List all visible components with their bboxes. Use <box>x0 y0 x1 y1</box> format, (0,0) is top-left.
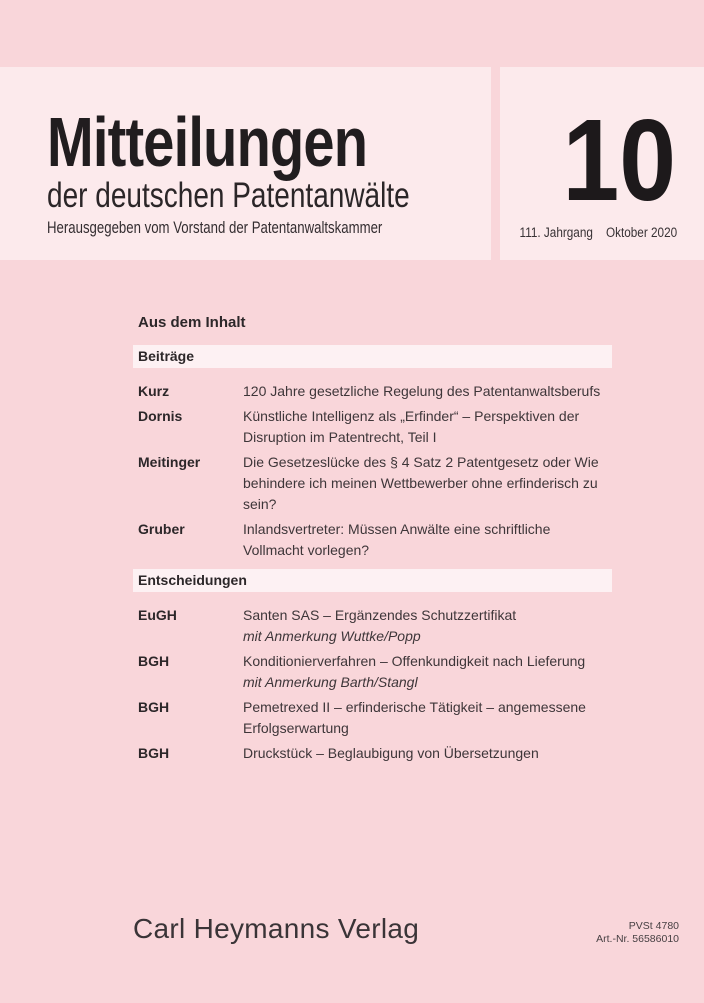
entry-body <box>243 452 612 515</box>
publisher-name: Carl Heymanns Verlag <box>133 913 420 944</box>
entry-court: BGH <box>138 745 170 761</box>
entry-author: Dornis <box>138 408 183 424</box>
entry-body <box>243 406 612 448</box>
issue-number: 10 <box>562 95 676 225</box>
toc-entry <box>133 651 612 693</box>
entry-note: mit Anmerkung Barth/Stangl <box>243 674 418 690</box>
entry-author: Kurz <box>138 383 170 399</box>
entry-body <box>243 519 612 561</box>
volume-label: 111. Jahrgang <box>519 225 593 240</box>
entry-court: BGH <box>138 653 170 669</box>
toc-entry <box>133 605 612 647</box>
entry-title: Konditionierverfahren – Offenkundigkeit nach Lieferung <box>243 653 586 669</box>
entry-author: Meitinger <box>138 454 201 470</box>
entry-note: mit Anmerkung Wuttke/Popp <box>243 628 421 644</box>
entry-body <box>243 381 612 402</box>
issue-panel <box>500 67 704 260</box>
publisher-note: Herausgegeben vom Vorstand der Patentanwaltskammer <box>47 218 383 237</box>
entry-court: EuGH <box>138 607 177 623</box>
entry-title: 120 Jahre gesetzliche Regelung des Patentanwaltsberufs <box>243 383 601 399</box>
entry-author: Gruber <box>138 521 185 537</box>
masthead-title-block <box>47 103 410 239</box>
toc-entry <box>133 406 612 448</box>
issue-meta-line <box>519 225 677 240</box>
entry-title: Santen SAS – Ergänzendes Schutzzertifikat <box>243 607 517 623</box>
entry-body <box>243 605 612 647</box>
postal-codes-block <box>596 920 679 945</box>
entry-title: Die Gesetzeslücke des § 4 Satz 2 Patentgesetz oder Wie behindere ich meinen Wettbewerber ohne erfinderisch zu sein? <box>243 454 599 512</box>
pvst-number: PVSt 4780 <box>628 920 679 932</box>
toc-entry <box>133 381 612 402</box>
entry-title: Inlandsvertreter: Müssen Anwälte eine schriftliche Vollmacht vorlegen? <box>243 521 551 558</box>
journal-subtitle: der deutschen Patentanwälte <box>47 175 410 215</box>
entry-title: Druckstück – Beglaubigung von Übersetzungen <box>243 745 539 761</box>
entry-title: Pemetrexed II – erfinderische Tätigkeit – angemessene Erfolgserwartung <box>243 699 586 736</box>
section-title-beitraege: Beiträge <box>133 345 612 368</box>
toc-entry <box>133 519 612 561</box>
entry-title: Künstliche Intelligenz als „Erfinder“ – Perspektiven der Disruption im Patentrecht, Teil I <box>243 408 580 445</box>
entry-body <box>243 743 612 764</box>
entry-court: BGH <box>138 699 170 715</box>
toc-section-beitraege <box>133 345 612 561</box>
toc-section-entscheidungen <box>133 569 612 764</box>
issue-date-label: Oktober 2020 <box>605 225 677 240</box>
toc-entry <box>133 452 612 515</box>
section-title-entscheidungen: Entscheidungen <box>133 569 612 592</box>
entry-body <box>243 697 612 739</box>
masthead-panel <box>0 67 491 260</box>
journal-title: Mitteilungen <box>47 103 368 181</box>
table-of-contents <box>133 314 612 768</box>
toc-entry <box>133 743 612 764</box>
entry-body <box>243 651 612 693</box>
toc-entry <box>133 697 612 739</box>
toc-heading: Aus dem Inhalt <box>138 314 246 331</box>
article-number: Art.-Nr. 56586010 <box>596 932 679 945</box>
